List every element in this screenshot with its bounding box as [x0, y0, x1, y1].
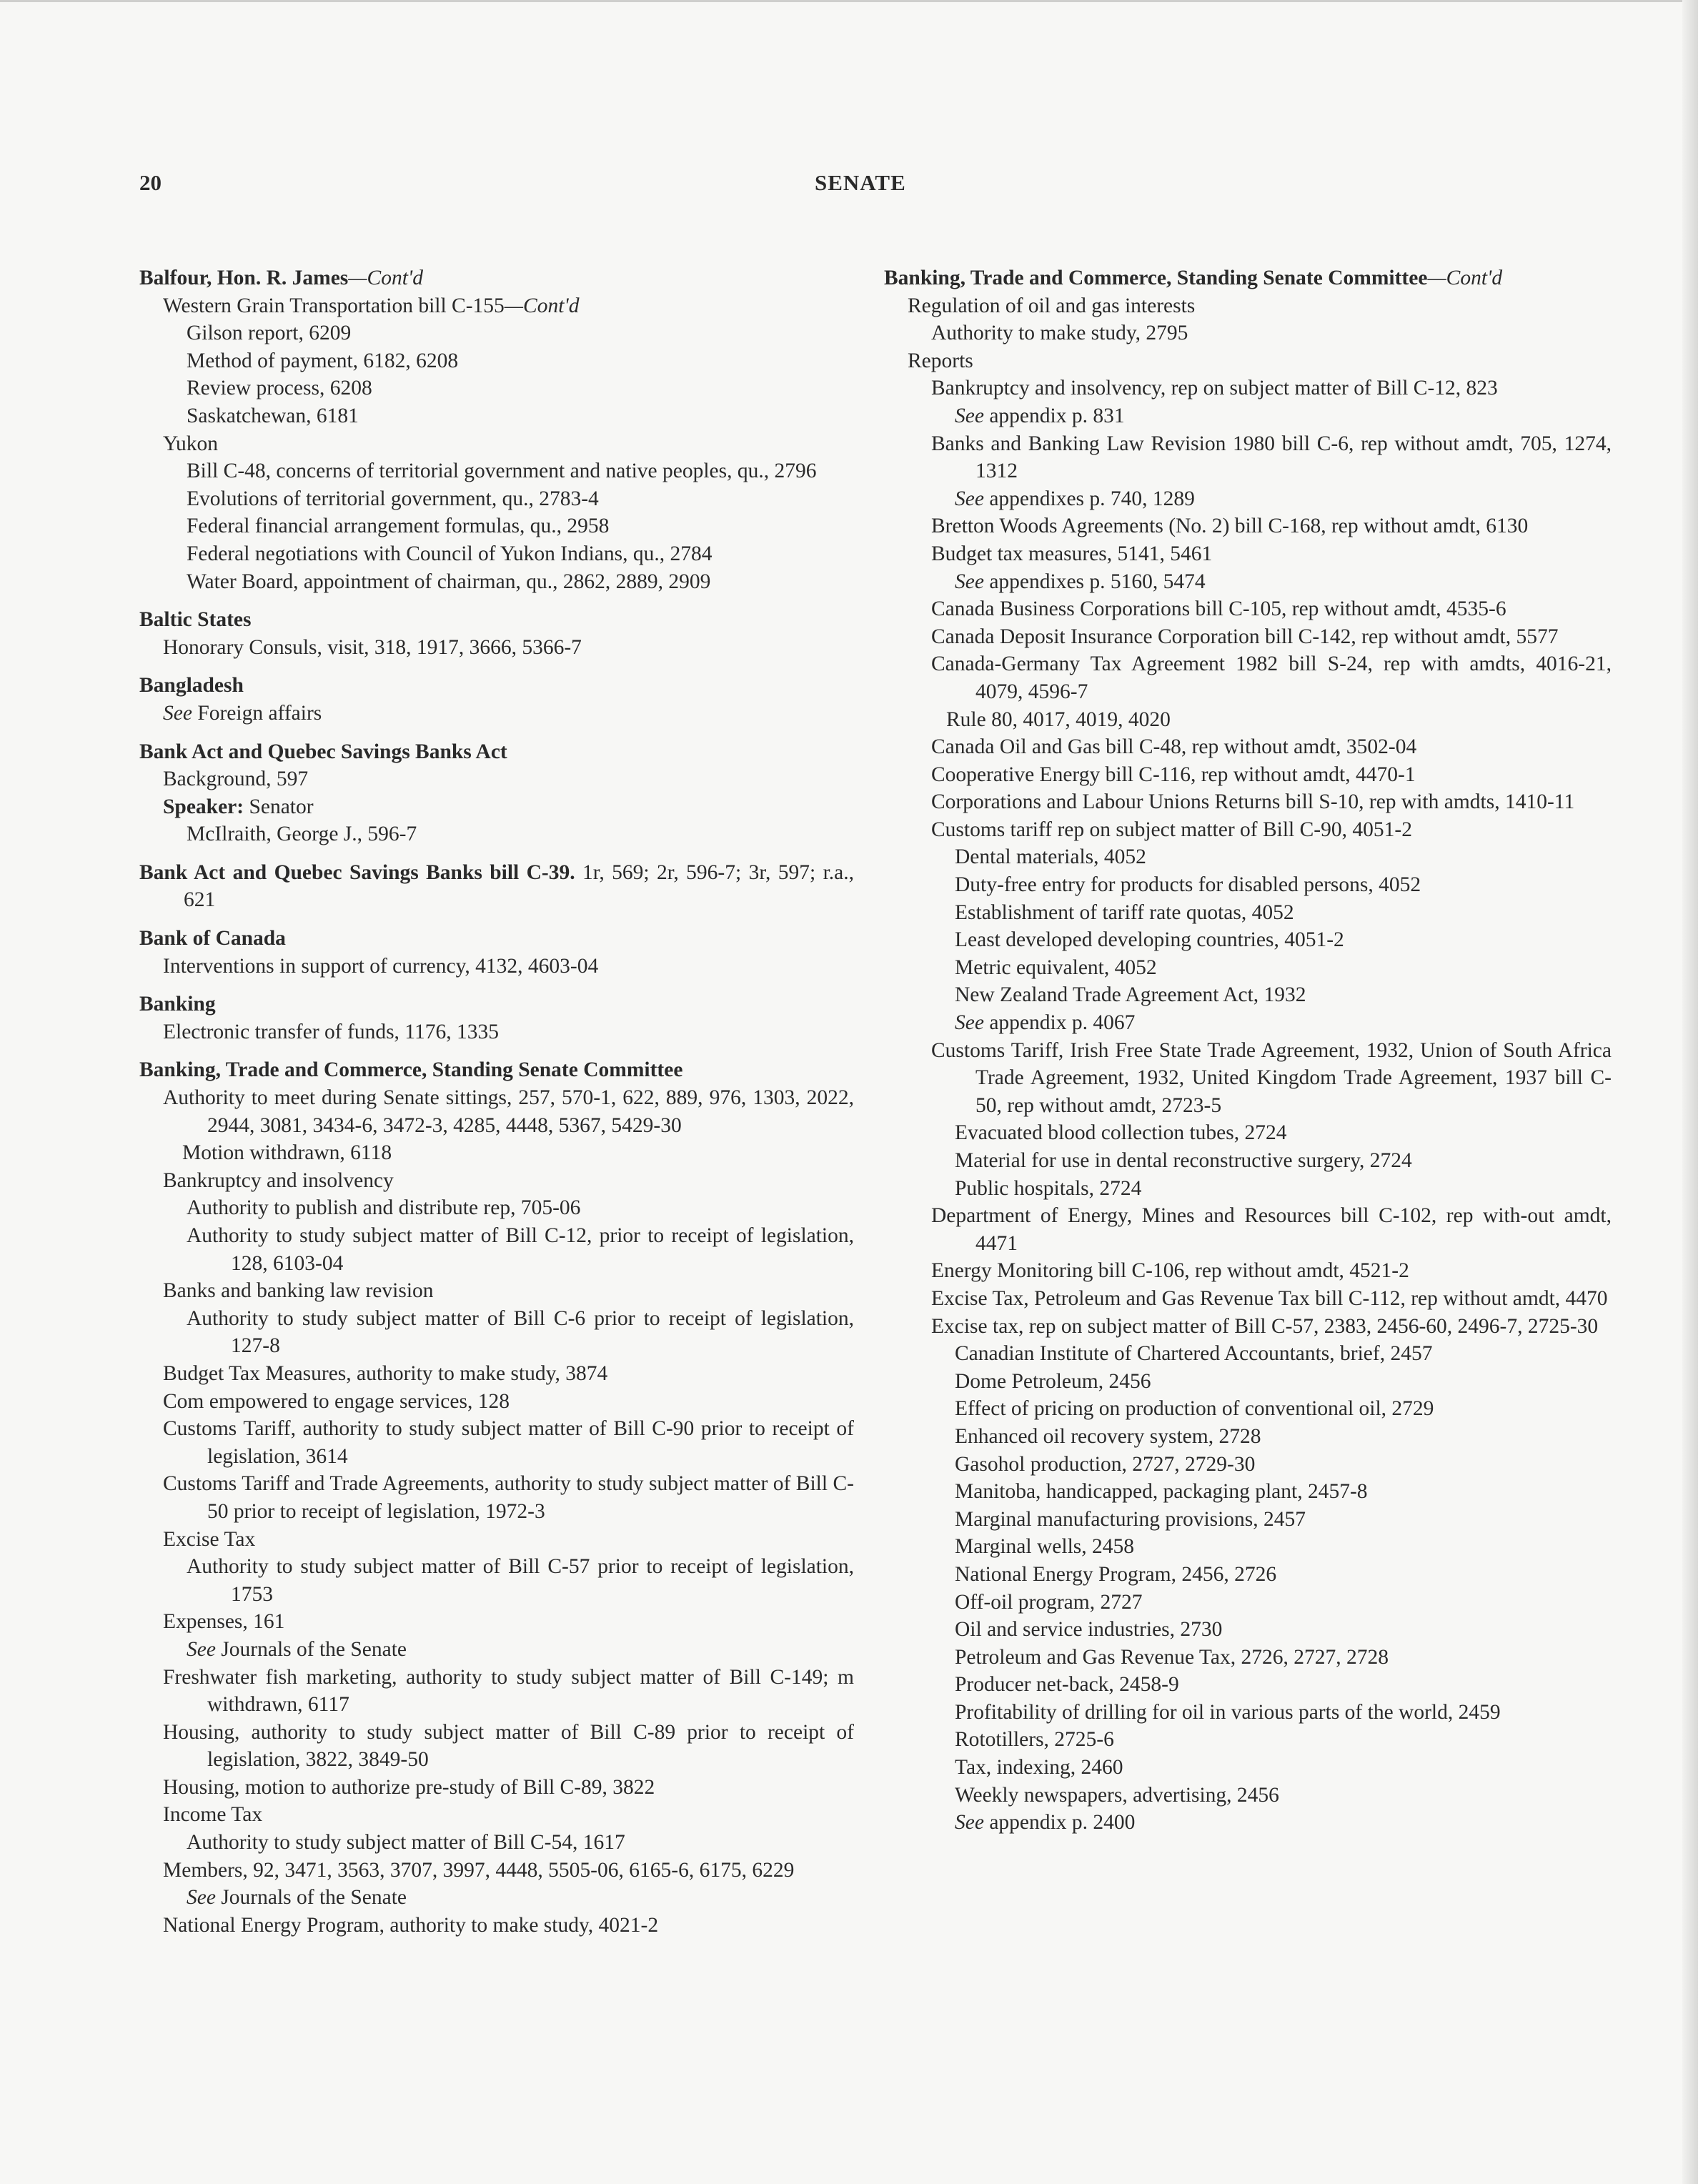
entry-heading-text: Banking: [139, 993, 216, 1016]
page-top-border: [0, 0, 1698, 2]
subentry-line: [884, 1616, 1612, 1644]
subentry-line: [884, 733, 1612, 761]
subentry-line: [884, 1009, 1612, 1037]
subentry-text: Enhanced oil recovery system, 2728: [955, 1424, 1261, 1448]
subentry-text: Department of Energy, Mines and Resources bill C-102, rep with-out amdt, 4471: [931, 1204, 1612, 1255]
entry-heading-text: Bank Act and Quebec Savings Banks bill C-39.: [139, 860, 575, 884]
see-reference-label: See: [955, 404, 984, 427]
subentry-text: Federal negotiations with Council of Yukon Indians, qu., 2784: [187, 542, 713, 565]
subentry-text: Income Tax: [163, 1803, 263, 1827]
subentry-text: McIlraith, George J., 596-7: [187, 823, 417, 846]
subentry-text: appendix p. 831: [983, 404, 1125, 427]
subentry-text: Dental materials, 4052: [955, 845, 1146, 869]
subentry-text: Authority to study subject matter of Bill C-54, 1617: [187, 1831, 625, 1855]
subentry-text: Material for use in dental reconstructive surgery, 2724: [955, 1149, 1412, 1172]
subentry-line: [884, 374, 1612, 402]
subentry-line: [139, 374, 854, 402]
subentry-text: Excise Tax: [163, 1527, 256, 1551]
subentry-line: [884, 843, 1612, 871]
subentry-line: [884, 595, 1612, 623]
subentry-text: Canadian Institute of Chartered Accountants, brief, 2457: [955, 1342, 1433, 1366]
subentry-line: [884, 981, 1612, 1009]
subentry-line: [139, 1664, 854, 1719]
subentry-line: [139, 1018, 854, 1046]
subentry-line: [139, 1857, 854, 1885]
continued-marker: —Cont'd: [348, 267, 423, 289]
subentry-line: [139, 1305, 854, 1360]
subentry-line: [884, 706, 1612, 734]
subentry-line: [884, 540, 1612, 568]
subentry-text: Customs Tariff, Irish Free State Trade Agreement, 1932, Union of South Africa Trade Agreement, 1932, United Kingdom Trade Agreement, 1937 bill C-50, rep without amdt, 2723-5: [931, 1038, 1612, 1117]
entry-heading-text: Banking, Trade and Commerce, Standing Senate Committee: [139, 1058, 683, 1082]
subentry-line: [884, 1782, 1612, 1810]
subentry-text: Petroleum and Gas Revenue Tax, 2726, 2727, 2728: [955, 1645, 1389, 1669]
index-entry: [139, 738, 854, 848]
subentry-text: Budget tax measures, 5141, 5461: [931, 542, 1213, 565]
subentry-text: Tax, indexing, 2460: [955, 1756, 1123, 1780]
subentry-text: Profitability of drilling for oil in various parts of the world, 2459: [955, 1700, 1501, 1724]
subentry-line: [884, 1533, 1612, 1561]
subentry-text: Reports: [908, 349, 973, 372]
entry-heading: [139, 606, 854, 634]
subentry-line: [884, 1257, 1612, 1285]
index-entry: [884, 264, 1612, 1837]
subentry-text: Background, 597: [163, 768, 309, 791]
index-entry: [139, 925, 854, 980]
subentry-line: [884, 1478, 1612, 1506]
subentry-text: Authority to meet during Senate sittings, 257, 570-1, 622, 889, 976, 1303, 2022, 2944, 3081, 3434-6, 3472-3, 4285, 4448, 5367, 5429-30: [163, 1086, 854, 1137]
subentry-text: National Energy Program, authority to make study, 4021-2: [163, 1913, 659, 1937]
subentry-text: Off-oil program, 2727: [955, 1590, 1143, 1614]
subentry-text: Least developed developing countries, 4051-2: [955, 928, 1344, 952]
page-edge-shadow: [1682, 0, 1698, 2184]
subentry-text: Establishment of tariff rate quotas, 4052: [955, 900, 1294, 924]
see-reference-label: See: [955, 570, 984, 593]
subentry-text: New Zealand Trade Agreement Act, 1932: [955, 983, 1306, 1007]
subentry-line: [884, 1395, 1612, 1423]
subentry-line: [139, 1277, 854, 1305]
subentry-text: Evolutions of territorial government, qu., 2783-4: [187, 487, 599, 510]
subentry-line: [884, 1754, 1612, 1782]
speaker-label: Speaker:: [163, 795, 244, 818]
subentry-text: Producer net-back, 2458-9: [955, 1673, 1179, 1697]
subentry-text: Bankruptcy and insolvency, rep on subject matter of Bill C-12, 823: [931, 377, 1498, 400]
subentry-text: Federal financial arrangement formulas, qu., 2958: [187, 515, 610, 538]
subentry-line: [884, 899, 1612, 927]
subentry-text: Canada Oil and Gas bill C-48, rep without amdt, 3502-04: [931, 735, 1417, 759]
see-reference-label: See: [187, 1886, 216, 1910]
entry-heading: [139, 859, 854, 914]
see-reference-label: See: [187, 1637, 216, 1661]
subentry-line: [884, 1175, 1612, 1203]
subentry-text: Members, 92, 3471, 3563, 3707, 3997, 4448, 5505-06, 6165-6, 6175, 6229: [163, 1858, 795, 1882]
subentry-line: [884, 402, 1612, 430]
subentry-text: Western Grain Transportation bill C-155: [163, 294, 505, 317]
subentry-text: appendix p. 2400: [983, 1811, 1136, 1835]
subentry-line: [139, 1084, 854, 1139]
index-entry: [139, 264, 854, 595]
subentry-line: [884, 1340, 1612, 1368]
subentry-text: Customs Tariff and Trade Agreements, authority to study subject matter of Bill C-50 prior to receipt of legislation, 1972-3: [163, 1472, 854, 1523]
subentry-line: [139, 1139, 854, 1167]
subentry-text: Authority to publish and distribute rep, 705-06: [187, 1196, 581, 1220]
subentry-text: Dome Petroleum, 2456: [955, 1369, 1151, 1393]
subentry-line: [884, 871, 1612, 899]
subentry-text: Authority to make study, 2795: [931, 322, 1188, 345]
entry-heading-text: Banking, Trade and Commerce, Standing Senate Committee: [884, 267, 1428, 289]
index-entry: [139, 1056, 854, 1939]
subentry-line: [139, 1884, 854, 1912]
left-column: [139, 264, 854, 1950]
subentry-line: [884, 1423, 1612, 1451]
subentry-line: [884, 347, 1612, 375]
index-entry: [139, 859, 854, 914]
subentry-line: [884, 1147, 1612, 1175]
subentry-line: [884, 954, 1612, 982]
subentry-text: Water Board, appointment of chairman, qu., 2862, 2889, 2909: [187, 570, 711, 593]
subentry-line: [139, 347, 854, 375]
entry-heading-references: 1r, 569; 2r, 596-7; 3r, 597; r.a., 621: [184, 860, 854, 912]
subentry-text: Manitoba, handicapped, packaging plant, 2457-8: [955, 1480, 1368, 1504]
subentry-line: [139, 430, 854, 458]
subentry-line: [884, 512, 1612, 540]
subentry-line: [139, 319, 854, 347]
subentry-text: Expenses, 161: [163, 1610, 285, 1634]
subentry-text: Corporations and Labour Unions Returns bill S-10, rep with amdts, 1410-11: [931, 790, 1575, 814]
subentry-text: Review process, 6208: [187, 377, 372, 400]
subentry-line: [884, 430, 1612, 485]
subentry-text: Gilson report, 6209: [187, 322, 352, 345]
subentry-line: [139, 1222, 854, 1277]
subentry-line: [884, 1202, 1612, 1257]
subentry-line: [139, 568, 854, 596]
subentry-text: Housing, authority to study subject matter of Bill C-89 prior to receipt of legislation, 3822, 3849-50: [163, 1720, 854, 1772]
subentry-line: [139, 1829, 854, 1857]
subentry-text: Authority to study subject matter of Bill C-57 prior to receipt of legislation, 1753: [187, 1555, 854, 1606]
subentry-line: [884, 1671, 1612, 1699]
subentry-text: Duty-free entry for products for disabled persons, 4052: [955, 873, 1421, 897]
subentry-line: [884, 1368, 1612, 1396]
subentry-text: Bretton Woods Agreements (No. 2) bill C-168, rep without amdt, 6130: [931, 515, 1529, 538]
entry-heading: [139, 991, 854, 1018]
entry-heading-text: Baltic States: [139, 608, 252, 632]
subentry-line: [884, 926, 1612, 954]
subentry-text: Honorary Consuls, visit, 318, 1917, 3666, 5366-7: [163, 635, 582, 659]
subentry-text: Foreign affairs: [192, 701, 322, 725]
subentry-line: [139, 485, 854, 513]
subentry-line: [139, 1636, 854, 1664]
subentry-text: Gasohol production, 2727, 2729-30: [955, 1452, 1256, 1476]
entry-heading: [139, 738, 854, 766]
entry-heading: [884, 264, 1612, 292]
subentry-text: Journals of the Senate: [215, 1637, 407, 1661]
subentry-line: [884, 650, 1612, 705]
subentry-line: [884, 1561, 1612, 1589]
subentry-text: Yukon: [163, 432, 219, 455]
subentry-line: [139, 1388, 854, 1416]
page-number: 20: [139, 170, 162, 195]
subentry-text: appendixes p. 740, 1289: [983, 487, 1195, 510]
subentry-text: appendix p. 4067: [983, 1011, 1136, 1035]
see-reference-label: See: [955, 487, 984, 510]
subentry-line: [139, 1360, 854, 1388]
subentry-line: [884, 1644, 1612, 1672]
subentry-text: Banks and Banking Law Revision 1980 bill C-6, rep without amdt, 705, 1274, 1312: [931, 432, 1612, 483]
running-head: SENATE: [815, 170, 906, 195]
subentry-text: Banks and banking law revision: [163, 1279, 434, 1303]
subentry-line: [139, 1774, 854, 1802]
subentry-text: Regulation of oil and gas interests: [908, 294, 1196, 317]
subentry-line: [884, 1589, 1612, 1617]
subentry-line: [139, 1801, 854, 1829]
entry-heading-text: Bangladesh: [139, 674, 244, 698]
subentry-line: [884, 292, 1612, 320]
subentry-line: [884, 1037, 1612, 1120]
subentry-line: [139, 1194, 854, 1222]
subentry-line: [139, 634, 854, 662]
subentry-text: Customs tariff rep on subject matter of Bill C-90, 4051-2: [931, 818, 1412, 841]
subentry-line: [884, 485, 1612, 513]
subentry-line: [139, 1608, 854, 1636]
subentry-text: Senator: [244, 795, 314, 818]
subentry-text: Bill C-48, concerns of territorial government and native peoples, qu., 2796: [187, 460, 817, 483]
subentry-text: Freshwater fish marketing, authority to study subject matter of Bill C-149; m withdrawn, 6117: [163, 1665, 854, 1717]
subentry-text: Canada Deposit Insurance Corporation bill C-142, rep without amdt, 5577: [931, 625, 1559, 648]
subentry-text: Method of payment, 6182, 6208: [187, 349, 459, 372]
subentry-line: [139, 1719, 854, 1774]
entry-heading: [139, 264, 854, 292]
subentry-text: Evacuated blood collection tubes, 2724: [955, 1121, 1287, 1145]
subentry-line: [139, 953, 854, 981]
subentry-text: Motion withdrawn, 6118: [182, 1141, 392, 1165]
subentry-text: Authority to study subject matter of Bill C-6 prior to receipt of legislation, 127-8: [187, 1306, 854, 1358]
subentry-line: [884, 1699, 1612, 1727]
subentry-text: Electronic transfer of funds, 1176, 1335: [163, 1020, 499, 1043]
subentry-text: Effect of pricing on production of conventional oil, 2729: [955, 1397, 1434, 1421]
subentry-line: [139, 402, 854, 430]
subentry-line: [139, 1553, 854, 1608]
index-entry: [139, 991, 854, 1046]
subentry-line: [139, 540, 854, 568]
entry-heading-text: Bank of Canada: [139, 927, 286, 950]
subentry-line: [884, 568, 1612, 596]
subentry-line: [884, 788, 1612, 816]
subentry-line: [884, 1726, 1612, 1754]
subentry-text: Excise tax, rep on subject matter of Bill C-57, 2383, 2456-60, 2496-7, 2725-30: [931, 1314, 1599, 1338]
subentry-text: Customs Tariff, authority to study subject matter of Bill C-90 prior to receipt of legislation, 3614: [163, 1417, 854, 1468]
subentry-line: [884, 319, 1612, 347]
subentry-line: [139, 512, 854, 540]
subentry-text: appendixes p. 5160, 5474: [983, 570, 1206, 593]
subentry-line: [884, 1809, 1612, 1837]
subentry-line: [884, 1285, 1612, 1313]
subentry-text: Excise Tax, Petroleum and Gas Revenue Tax bill C-112, rep without amdt, 4470: [931, 1286, 1608, 1310]
subentry-text: Com empowered to engage services, 128: [163, 1389, 510, 1413]
entry-heading-text: Balfour, Hon. R. James: [139, 267, 349, 289]
subentry-line: [884, 1506, 1612, 1534]
subentry-line: [139, 1526, 854, 1554]
subentry-line: [884, 623, 1612, 651]
subentry-line: [139, 820, 854, 848]
subentry-text: Rule 80, 4017, 4019, 4020: [946, 708, 1171, 731]
subentry-line: [884, 761, 1612, 789]
subentry-text: National Energy Program, 2456, 2726: [955, 1562, 1277, 1586]
subentry-text: Canada Business Corporations bill C-105, rep without amdt, 4535-6: [931, 597, 1506, 621]
subentry-line: [139, 793, 854, 821]
subentry-text: Housing, motion to authorize pre-study of Bill C-89, 3822: [163, 1775, 655, 1799]
subentry-text: Budget Tax Measures, authority to make study, 3874: [163, 1361, 608, 1385]
entry-heading: [139, 1056, 854, 1084]
subentry-text: Rototillers, 2725-6: [955, 1728, 1114, 1752]
subentry-line: [139, 1912, 854, 1940]
index-entry: [139, 606, 854, 661]
subentry-line: [884, 1119, 1612, 1147]
continued-marker: —Cont'd: [1427, 267, 1503, 289]
entry-heading: [139, 672, 854, 700]
subentry-text: Marginal manufacturing provisions, 2457: [955, 1507, 1306, 1531]
subentry-line: [884, 1313, 1612, 1341]
subentry-text: Canada-Germany Tax Agreement 1982 bill S-24, rep with amdts, 4016-21, 4079, 4596-7: [931, 652, 1612, 703]
subentry-line: [139, 765, 854, 793]
subentry-text: Marginal wells, 2458: [955, 1535, 1134, 1559]
subentry-text: Interventions in support of currency, 4132, 4603-04: [163, 954, 599, 978]
see-reference-label: See: [955, 1011, 984, 1035]
subentry-text: Authority to study subject matter of Bill C-12, prior to receipt of legislation, 128, 6103-04: [187, 1224, 854, 1275]
subentry-line: [139, 700, 854, 728]
subentry-line: [139, 1470, 854, 1525]
right-column: [884, 264, 1612, 1847]
subentry-line: [139, 1167, 854, 1195]
index-entry: [139, 672, 854, 727]
subentry-text: Saskatchewan, 6181: [187, 404, 359, 427]
continued-marker: —Cont'd: [504, 294, 580, 317]
subentry-line: [139, 1415, 854, 1470]
subentry-text: Metric equivalent, 4052: [955, 955, 1157, 979]
subentry-text: Public hospitals, 2724: [955, 1176, 1142, 1200]
subentry-text: Energy Monitoring bill C-106, rep without amdt, 4521-2: [931, 1259, 1409, 1283]
subentry-line: [139, 457, 854, 485]
subentry-text: Bankruptcy and insolvency: [163, 1168, 394, 1192]
subentry-line: [884, 1451, 1612, 1479]
subentry-text: Cooperative Energy bill C-116, rep without amdt, 4470-1: [931, 763, 1416, 786]
see-reference-label: See: [163, 701, 192, 725]
subentry-text: Oil and service industries, 2730: [955, 1618, 1223, 1642]
subentry-line: [884, 816, 1612, 844]
see-reference-label: See: [955, 1811, 984, 1835]
entry-heading-text: Bank Act and Quebec Savings Banks Act: [139, 740, 507, 763]
entry-heading: [139, 925, 854, 953]
subentry-line: [139, 292, 854, 320]
subentry-text: Journals of the Senate: [215, 1886, 407, 1910]
subentry-text: Weekly newspapers, advertising, 2456: [955, 1783, 1279, 1807]
